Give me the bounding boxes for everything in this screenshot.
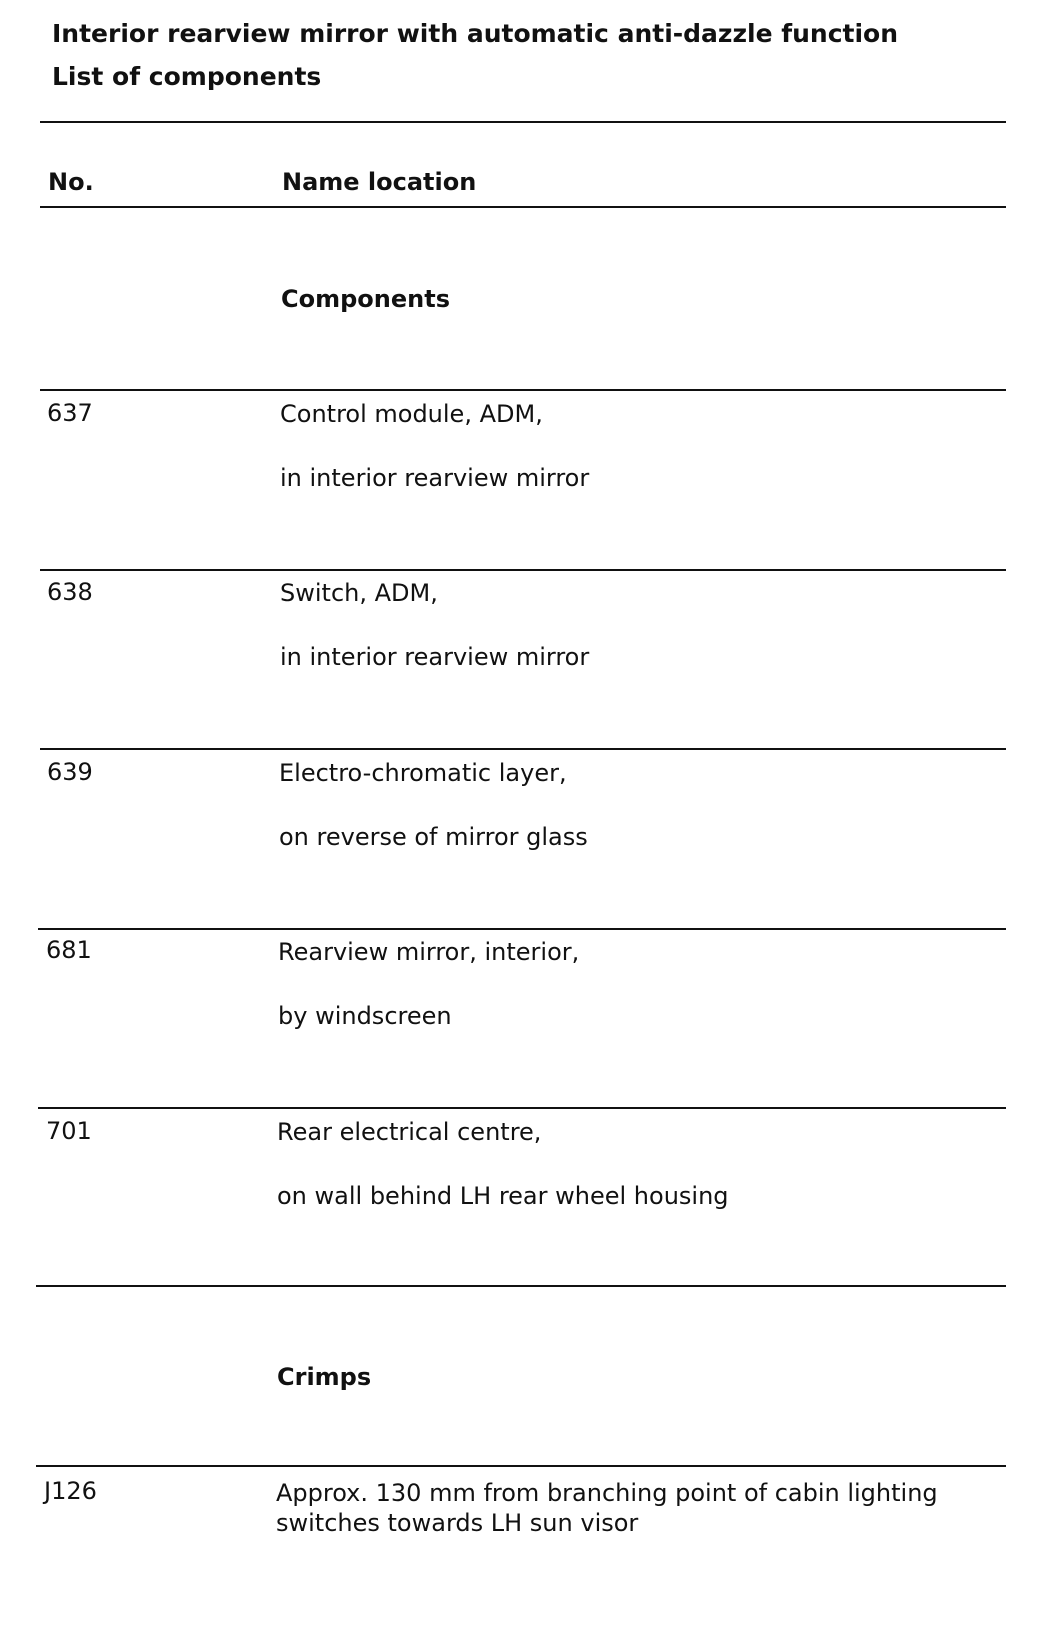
row-divider [38, 1107, 1006, 1109]
row-divider [40, 569, 1006, 571]
row-701-name: Rear electrical centre, [277, 1118, 542, 1146]
row-681-name: Rearview mirror, interior, [278, 938, 580, 966]
column-header-no: No. [48, 168, 94, 196]
row-637-number: 637 [47, 399, 93, 427]
document-subtitle: List of components [52, 62, 322, 91]
table-top-rule [40, 121, 1006, 123]
column-header-name-location: Name location [282, 168, 477, 196]
section-heading-crimps: Crimps [277, 1363, 372, 1391]
row-681-number: 681 [46, 936, 92, 964]
row-j126-number: J126 [44, 1477, 97, 1505]
row-638-location: in interior rearview mirror [280, 643, 590, 671]
row-divider [36, 1285, 1006, 1287]
section-heading-components: Components [281, 285, 450, 313]
row-701-number: 701 [46, 1117, 92, 1145]
row-637-name: Control module, ADM, [280, 400, 543, 428]
row-638-number: 638 [47, 578, 93, 606]
row-639-name: Electro-chromatic layer, [279, 759, 567, 787]
row-639-location: on reverse of mirror glass [279, 823, 588, 851]
header-bottom-rule [40, 206, 1006, 208]
row-637-location: in interior rearview mirror [280, 464, 590, 492]
row-639-number: 639 [47, 758, 93, 786]
row-j126-description: Approx. 130 mm from branching point of cabin lighting switches towards LH sun visor [276, 1479, 938, 1537]
row-681-location: by windscreen [278, 1002, 452, 1030]
row-divider [40, 748, 1006, 750]
row-701-location: on wall behind LH rear wheel housing [277, 1182, 729, 1210]
document-title: Interior rearview mirror with automatic anti-dazzle function [52, 19, 899, 48]
row-divider [40, 389, 1006, 391]
row-divider [36, 1465, 1006, 1467]
document-header [52, 12, 1032, 98]
row-638-name: Switch, ADM, [280, 579, 438, 607]
row-divider [38, 928, 1006, 930]
